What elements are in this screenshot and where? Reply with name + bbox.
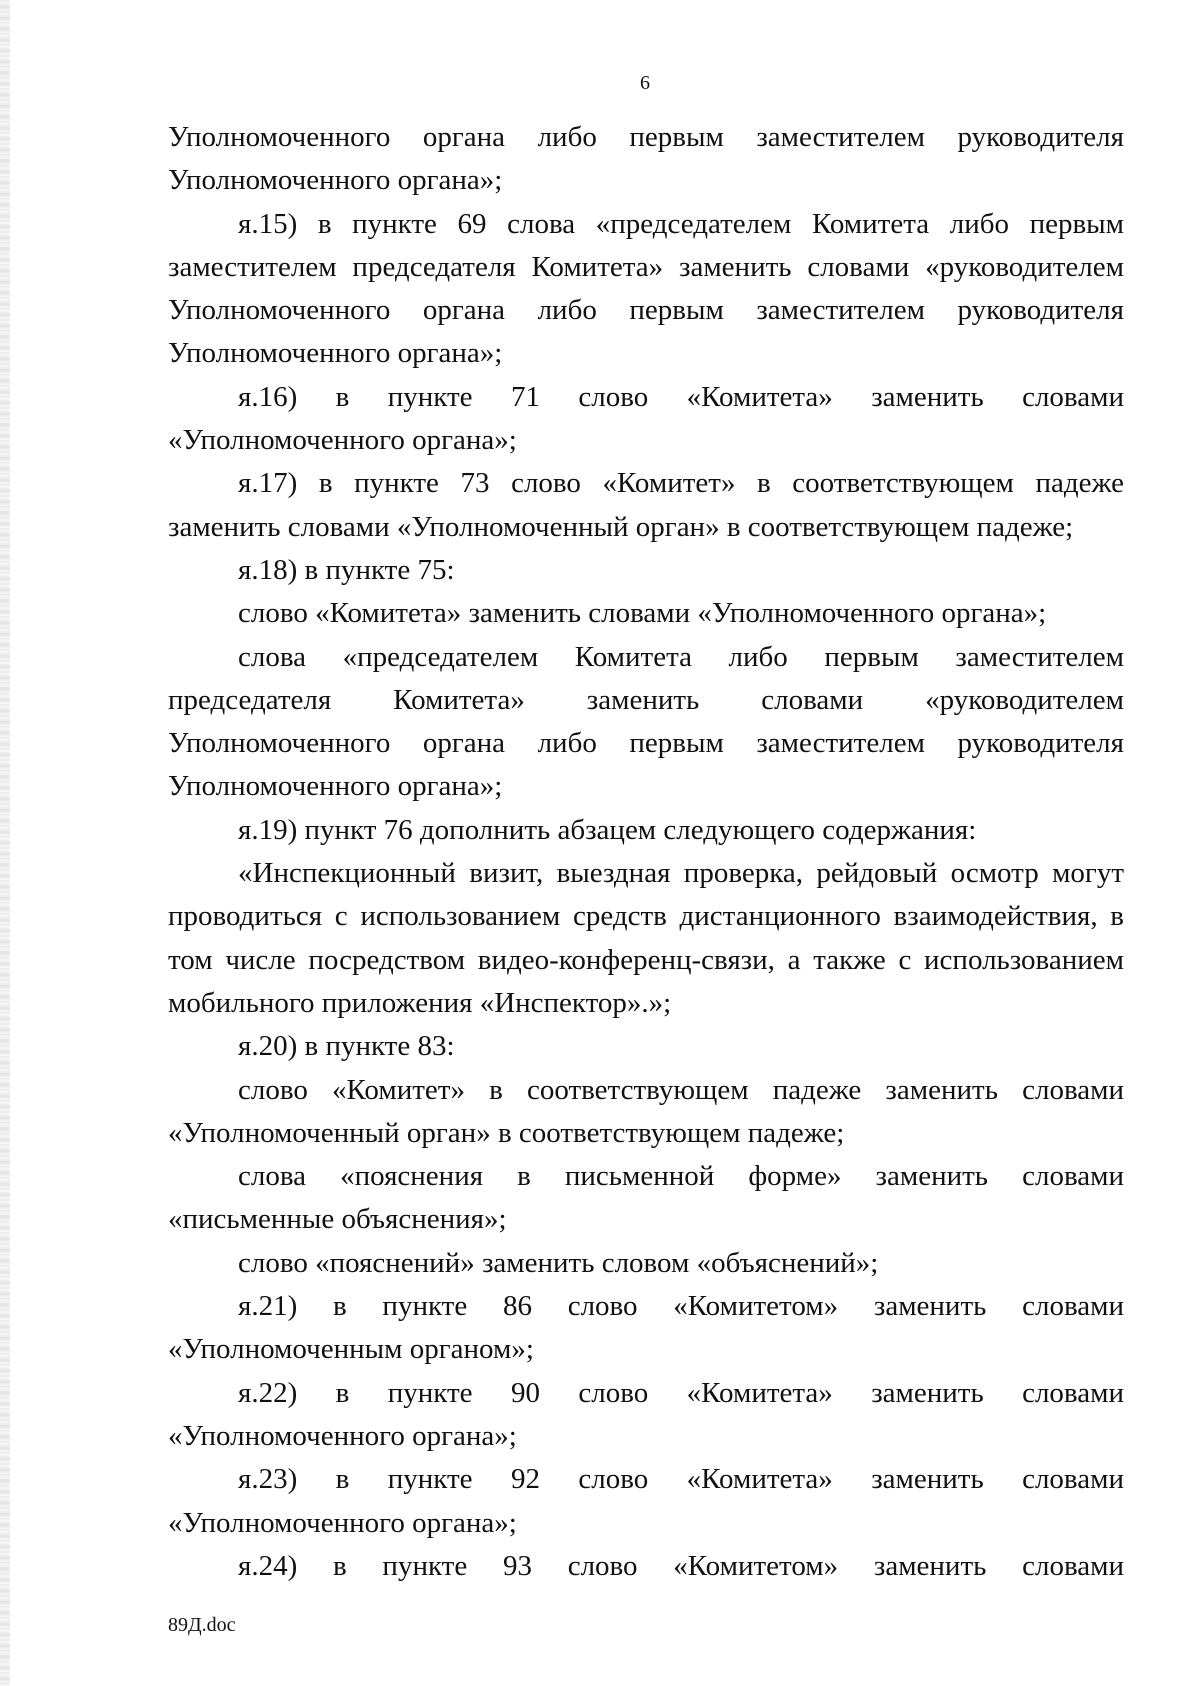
paragraph-1: Уполномоченного органа либо первым заместителем руководителя Уполномоченного органа»; bbox=[168, 121, 1124, 197]
paragraph-7: слова «председателем Комитета либо первым заместителем председателя Комитета» заменить словами «руководителем Уполномоченного органа либо первым заместителем руководителя Уполномоченного органа»; bbox=[168, 640, 1124, 803]
paragraph-5: я.18) в пункте 75: bbox=[238, 553, 455, 586]
document-body bbox=[168, 116, 1124, 1588]
paragraph-12: слова «пояснения в письменной форме» заменить словами «письменные объяснения»; bbox=[168, 1160, 1124, 1236]
paragraph-17: я.24) в пункте 93 слово «Комитетом» заменить словами bbox=[238, 1549, 1124, 1582]
paragraph-4: я.17) в пункте 73 слово «Комитет» в соответствующем падеже заменить словами «Уполномоченный орган» в соответствующем падеже; bbox=[168, 467, 1124, 543]
paragraph-2: я.15) в пункте 69 слова «председателем Комитета либо первым заместителем председателя Комитета» заменить словами «руководителем Уполномоченного органа либо первым заместителем руководителя Уполномоченного органа»; bbox=[168, 207, 1124, 370]
paragraph-13: слово «пояснений» заменить словом «объяснений»; bbox=[238, 1246, 879, 1279]
paragraph-16: я.23) в пункте 92 слово «Комитета» заменить словами «Уполномоченного органа»; bbox=[168, 1463, 1124, 1539]
paragraph-14: я.21) в пункте 86 слово «Комитетом» заменить словами «Уполномоченным органом»; bbox=[168, 1290, 1124, 1366]
scan-edge bbox=[0, 0, 10, 1686]
footer-filename: 89Д.doc bbox=[168, 1614, 236, 1636]
paragraph-8: я.19) пункт 76 дополнить абзацем следующего содержания: bbox=[238, 813, 977, 846]
paragraph-6: слово «Комитета» заменить словами «Уполномоченного органа»; bbox=[238, 597, 1047, 630]
paragraph-9: «Инспекционный визит, выездная проверка, рейдовый осмотр могут проводиться с использованием средств дистанционного взаимодействия, в том числе посредством видео-конференц-связи, а также с использованием мобильного приложения «Инспектор».»; bbox=[168, 857, 1124, 1019]
page-number: 6 bbox=[640, 72, 650, 94]
paragraph-10: я.20) в пункте 83: bbox=[238, 1030, 455, 1063]
paragraph-3: я.16) в пункте 71 слово «Комитета» заменить словами «Уполномоченного органа»; bbox=[168, 380, 1124, 457]
paragraph-11: слово «Комитет» в соответствующем падеже заменить словами «Уполномоченный орган» в соответствующем падеже; bbox=[168, 1073, 1124, 1149]
paragraph-15: я.22) в пункте 90 слово «Комитета» заменить словами «Уполномоченного органа»; bbox=[168, 1376, 1124, 1452]
